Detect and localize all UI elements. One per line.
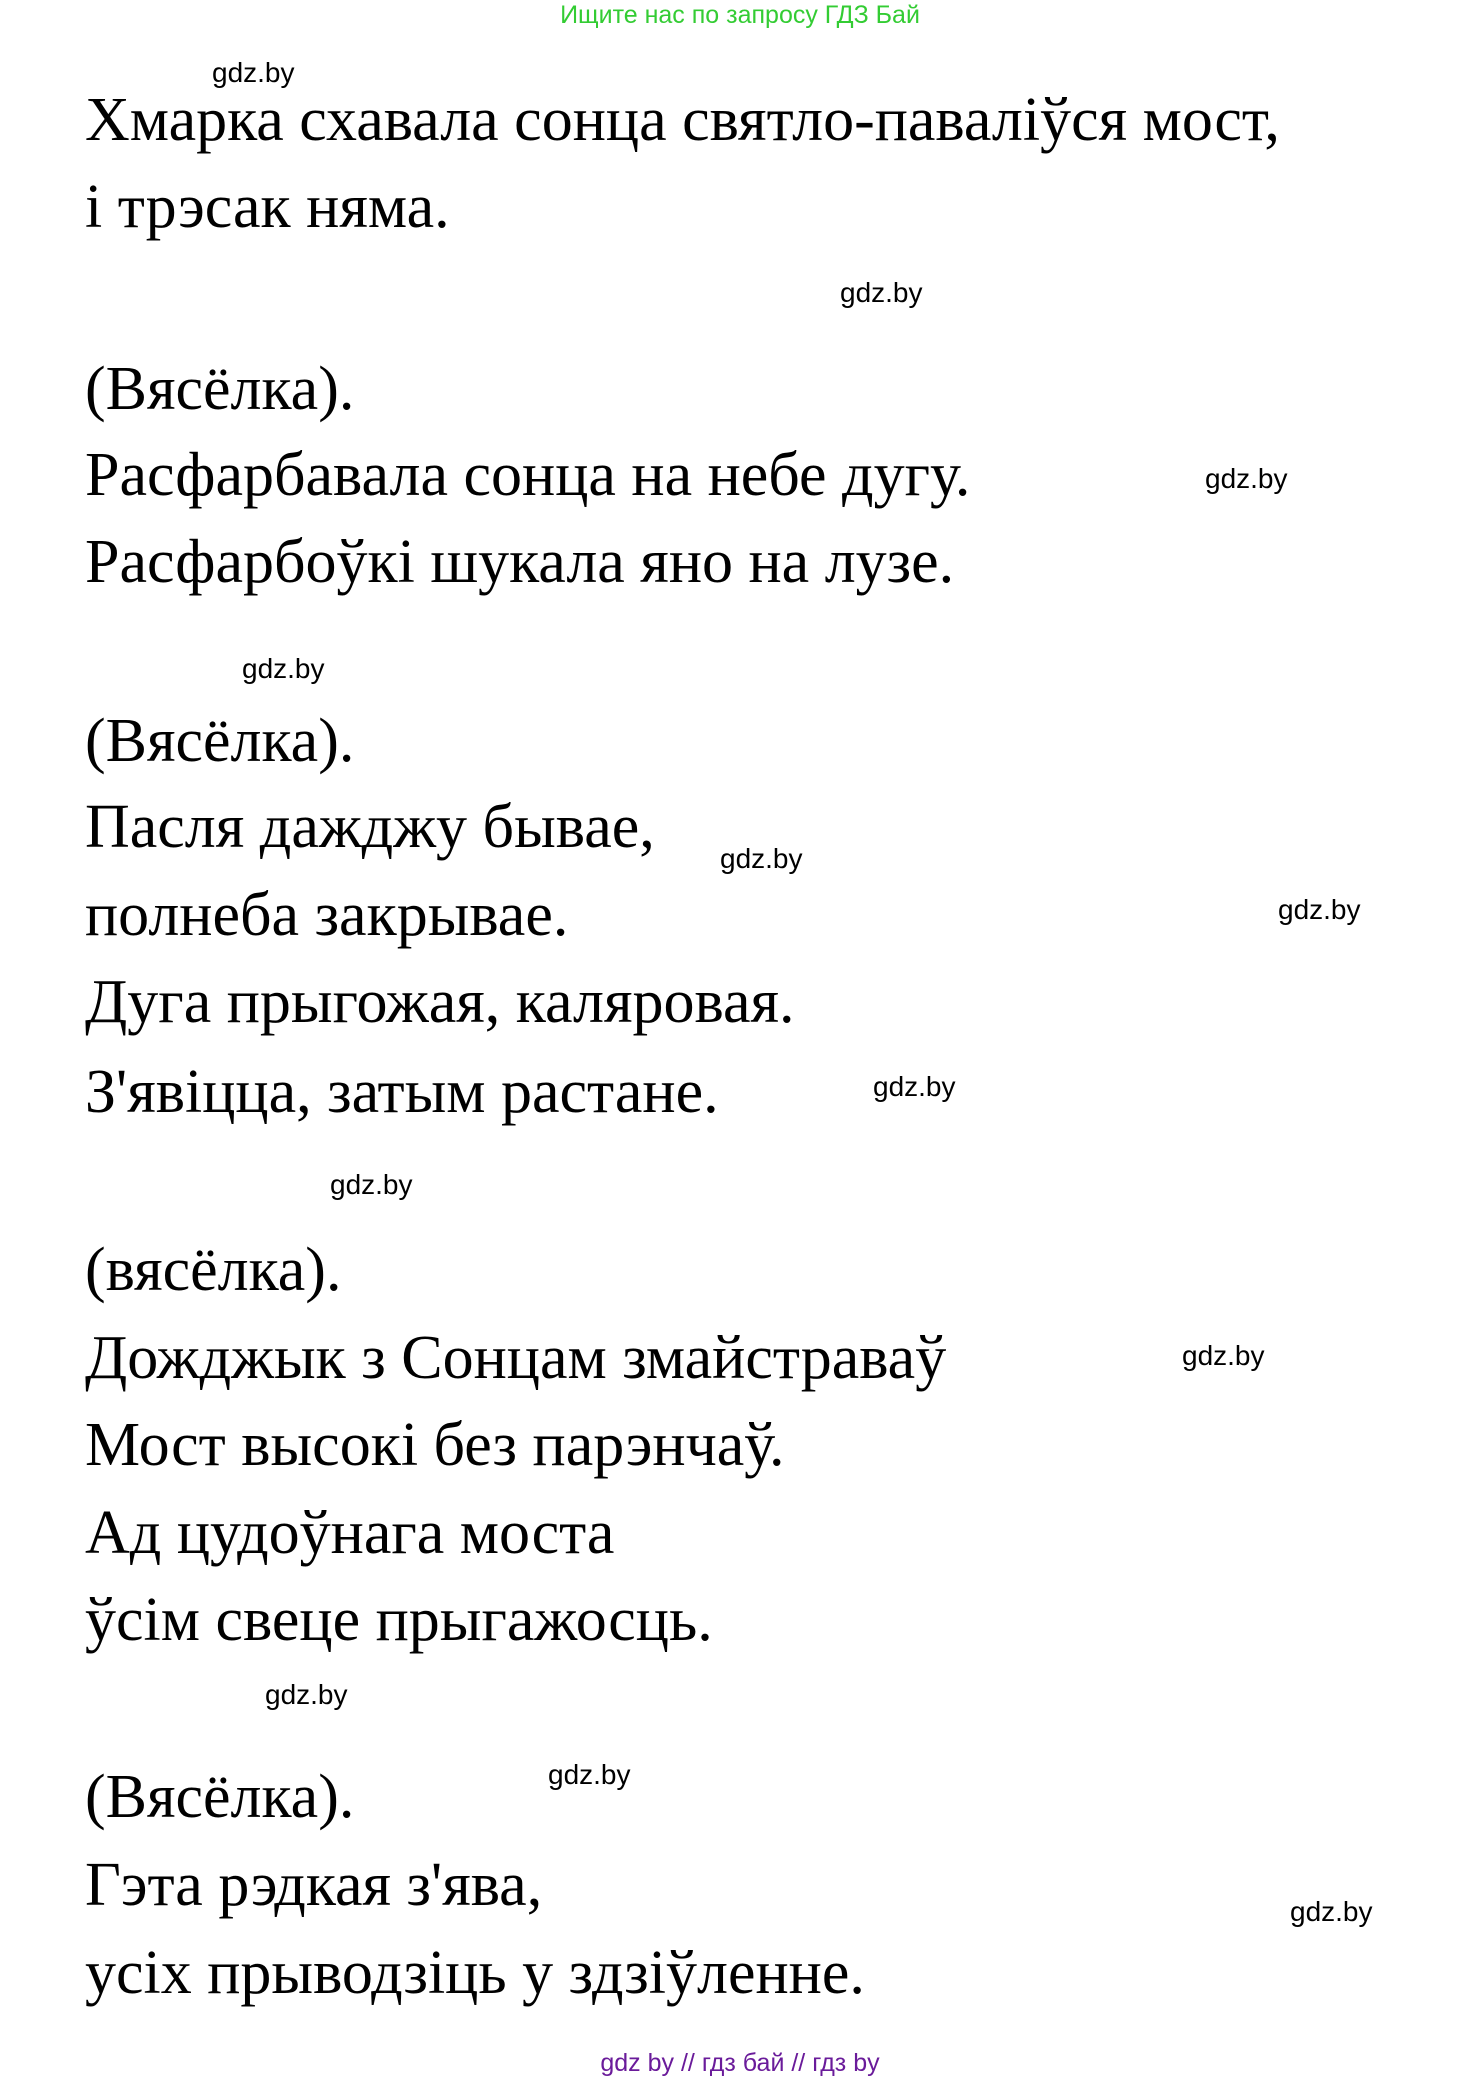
watermark: gdz.by [840,277,923,308]
poem-line: Хмарка схавала сонца святло-паваліўся мост, [85,86,1280,154]
poem-line: Дуга прыгожая, каляровая. [85,968,795,1036]
poem-line: полнеба закрывае. [85,881,569,949]
watermark: gdz.by [1182,1340,1265,1371]
watermark: gdz.by [242,653,325,684]
watermark: gdz.by [720,843,803,874]
watermark: gdz.by [1278,894,1361,925]
poem-line: Ад цудоўнага моста [85,1499,615,1567]
poem-line: і трэсак няма. [85,173,450,241]
poem-line: ўсім свеце прыгажосць. [85,1586,713,1654]
watermark: gdz.by [212,57,295,88]
watermark: gdz.by [265,1679,348,1710]
poem-line: Дожджык з Сонцам змайстраваў [85,1324,947,1392]
watermark: gdz.by [1205,463,1288,494]
poem-line: (Вясёлка). [85,707,355,775]
footer-links: gdz by // гдз бай // гдз by [600,2049,880,2077]
watermark: gdz.by [330,1169,413,1200]
top-banner: Ищите нас по запросу ГДЗ Бай [560,1,920,29]
watermark: gdz.by [1290,1896,1373,1927]
poem-line: усіх прыводзіць у здзіўленне. [85,1939,865,2007]
poem-line: (вясёлка). [85,1236,342,1304]
poem-line: З'явіцца, затым растане. [85,1058,719,1126]
watermark: gdz.by [548,1759,631,1790]
poem-line: (Вясёлка). [85,355,355,423]
poem-line: Пасля дажджу бывае, [85,793,655,861]
poem-line: (Вясёлка). [85,1763,355,1831]
poem-line: Гэта рэдкая з'ява, [85,1851,543,1919]
poem-line: Мост высокі без парэнчаў. [85,1411,785,1479]
poem-line: Расфарбоўкі шукала яно на лузе. [85,528,955,596]
poem-line: Расфарбавала сонца на небе дугу. [85,441,971,509]
watermark: gdz.by [873,1071,956,1102]
